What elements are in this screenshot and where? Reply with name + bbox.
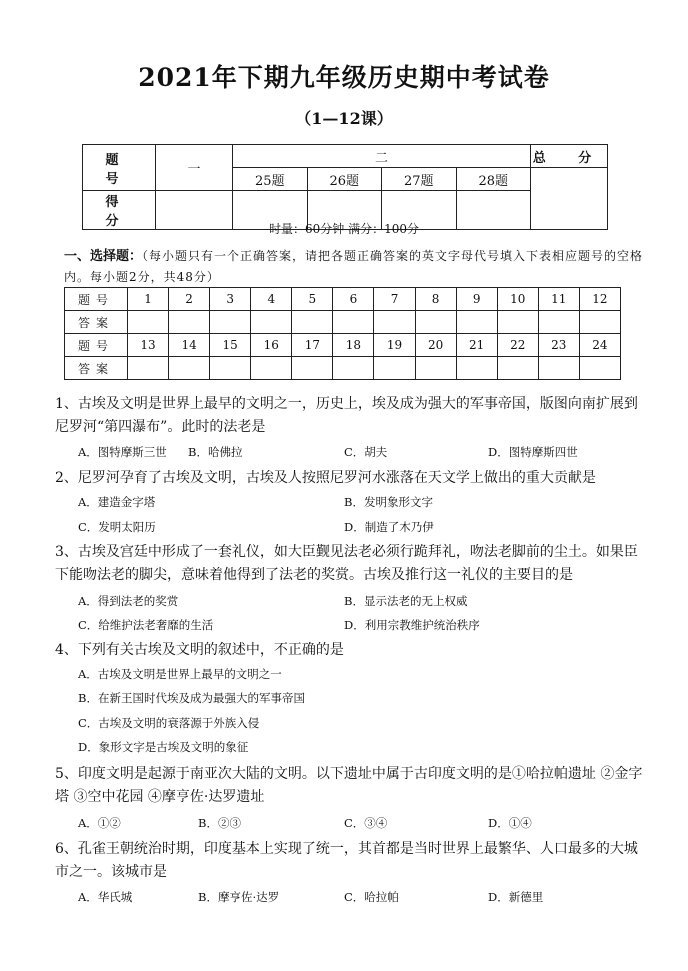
answer-input-cell[interactable] [210, 311, 251, 334]
score-col-total: 总 分 [531, 145, 608, 168]
answer-question-number: 6 [333, 288, 374, 311]
answer-input-cell[interactable] [456, 311, 497, 334]
question-2: 2、尼罗河孕育了古埃及文明，古埃及人按照尼罗河水涨落在天文学上做出的重大贡献是 [55, 470, 596, 486]
score-subcol: 26题 [307, 168, 382, 191]
option-a[interactable]: A．得到法老的奖赏 [78, 594, 179, 608]
answer-question-number: 18 [333, 334, 374, 357]
option-b[interactable]: B．显示法老的无上权威 [344, 594, 468, 608]
option-b[interactable]: B．摩亨佐·达罗 [198, 890, 280, 904]
question-6: 6、孔雀王朝统治时期，印度基本上实现了统一，其首都是当时世界上最繁华、人口最多的大城市之一。该城市是 [55, 841, 638, 880]
option-d[interactable]: D．图特摩斯四世 [488, 445, 578, 459]
option-c[interactable]: C．③④ [344, 816, 388, 830]
option-d[interactable]: D．象形文字是古埃及文明的象征 [78, 740, 249, 754]
option-a[interactable]: A．华氏城 [78, 890, 133, 904]
answer-question-number: 13 [128, 334, 169, 357]
answer-input-cell[interactable] [538, 311, 579, 334]
answer-input-cell[interactable] [415, 311, 456, 334]
question-2-options-row-1 [78, 494, 638, 514]
answer-input-cell[interactable] [374, 311, 415, 334]
answer-question-number: 8 [415, 288, 456, 311]
answer-question-number: 24 [579, 334, 620, 357]
score-col-two: 二 [233, 145, 531, 168]
answer-label-number: 题号 [65, 288, 128, 311]
option-c[interactable]: C．胡夫 [344, 445, 388, 459]
exam-meta: 时量：60分钟 满分：100分 [269, 222, 419, 236]
option-b[interactable]: B．②③ [198, 816, 241, 830]
answer-label-answer: 答案 [65, 311, 128, 334]
answer-input-cell[interactable] [251, 357, 292, 380]
exam-title: 2021年下期九年级历史期中考试卷 [138, 63, 550, 92]
answer-question-number: 16 [251, 334, 292, 357]
answer-input-cell[interactable] [292, 311, 333, 334]
question-2-options-row-2 [78, 519, 638, 539]
answer-question-number: 3 [210, 288, 251, 311]
score-table [82, 144, 608, 230]
answer-label-answer: 答案 [65, 357, 128, 380]
score-subcol: 27题 [382, 168, 457, 191]
question-6-options [78, 889, 638, 909]
answer-input-cell[interactable] [128, 357, 169, 380]
option-a[interactable]: A．古埃及文明是世界上最早的文明之一 [78, 667, 282, 681]
question-5-options [78, 815, 638, 835]
answer-input-cell[interactable] [210, 357, 251, 380]
score-subcol: 25题 [233, 168, 308, 191]
answer-input-cell[interactable] [579, 311, 620, 334]
answer-input-cell[interactable] [374, 357, 415, 380]
exam-subtitle: （1—12课） [295, 109, 393, 128]
answer-question-number: 14 [169, 334, 210, 357]
option-c[interactable]: C．哈拉帕 [344, 890, 399, 904]
answer-table [64, 287, 621, 380]
question-1-options [78, 444, 638, 464]
question-3-options-row-2 [78, 617, 638, 637]
answer-question-number: 7 [374, 288, 415, 311]
answer-input-cell[interactable] [128, 311, 169, 334]
score-row-label-number: 题 号 [83, 145, 156, 191]
option-c[interactable]: C．给维护法老奢靡的生活 [78, 618, 214, 632]
answer-question-number: 22 [497, 334, 538, 357]
answer-question-number: 2 [169, 288, 210, 311]
answer-question-number: 10 [497, 288, 538, 311]
answer-input-cell[interactable] [169, 311, 210, 334]
option-a[interactable]: A．图特摩斯三世 [78, 445, 167, 459]
answer-question-number: 21 [456, 334, 497, 357]
option-b[interactable]: B．哈佛拉 [188, 445, 243, 459]
answer-question-number: 9 [456, 288, 497, 311]
answer-question-number: 12 [579, 288, 620, 311]
question-3-options-row-1 [78, 593, 638, 613]
answer-question-number: 15 [210, 334, 251, 357]
option-b[interactable]: B．发明象形文字 [344, 495, 433, 509]
answer-question-number: 17 [292, 334, 333, 357]
question-4: 4、下列有关古埃及文明的叙述中，不正确的是 [55, 642, 344, 658]
answer-question-number: 11 [538, 288, 579, 311]
option-d[interactable]: D．新德里 [488, 890, 544, 904]
answer-question-number: 1 [128, 288, 169, 311]
score-col-one: 一 [156, 145, 233, 191]
option-d[interactable]: D．①④ [488, 816, 532, 830]
answer-input-cell[interactable] [292, 357, 333, 380]
answer-input-cell[interactable] [497, 311, 538, 334]
answer-question-number: 4 [251, 288, 292, 311]
question-5: 5、印度文明是起源于南亚次大陆的文明。以下遗址中属于古印度文明的是①哈拉帕遗址 ②金字塔 ③空中花园 ④摩亨佐·达罗遗址 [55, 766, 643, 805]
question-3: 3、古埃及宫廷中形成了一套礼仪，如大臣觐见法老必须行跪拜礼，吻法老脚前的尘土。如果臣下能吻法老的脚尖，意味着他得到了法老的奖赏。古埃及推行这一礼仪的主要目的是 [55, 544, 638, 583]
answer-input-cell[interactable] [538, 357, 579, 380]
answer-input-cell[interactable] [333, 311, 374, 334]
answer-question-number: 20 [415, 334, 456, 357]
option-b[interactable]: B．在新王国时代埃及成为最强大的军事帝国 [78, 691, 305, 705]
option-d[interactable]: D．利用宗教维护统治秩序 [344, 618, 480, 632]
answer-question-number: 5 [292, 288, 333, 311]
answer-label-number: 题号 [65, 334, 128, 357]
section-1-instructions: （每小题只有一个正确答案，请把各题正确答案的英文字母代号填入下表相应题号的空格内。每小题2分，共48分） [64, 249, 644, 284]
score-subcol: 28题 [456, 168, 531, 191]
option-a[interactable]: A．建造金字塔 [78, 495, 156, 509]
section-1-title: 一、选择题： [64, 249, 143, 264]
option-d[interactable]: D．制造了木乃伊 [344, 520, 434, 534]
answer-input-cell[interactable] [579, 357, 620, 380]
answer-input-cell[interactable] [251, 311, 292, 334]
answer-input-cell[interactable] [497, 357, 538, 380]
question-1: 1、古埃及文明是世界上最早的文明之一，历史上，埃及成为强大的军事帝国，版图向南扩展到尼罗河“第四瀑布”。此时的法老是 [55, 396, 638, 435]
score-row-label-score: 得 分 [83, 191, 156, 230]
answer-question-number: 23 [538, 334, 579, 357]
option-c[interactable]: C．发明太阳历 [78, 520, 156, 534]
option-c[interactable]: C．古埃及文明的衰落源于外族入侵 [78, 716, 260, 730]
answer-question-number: 19 [374, 334, 415, 357]
answer-input-cell[interactable] [415, 357, 456, 380]
answer-input-cell[interactable] [456, 357, 497, 380]
section-1-heading [64, 246, 644, 288]
answer-input-cell[interactable] [333, 357, 374, 380]
option-a[interactable]: A．①② [78, 816, 121, 830]
answer-input-cell[interactable] [169, 357, 210, 380]
